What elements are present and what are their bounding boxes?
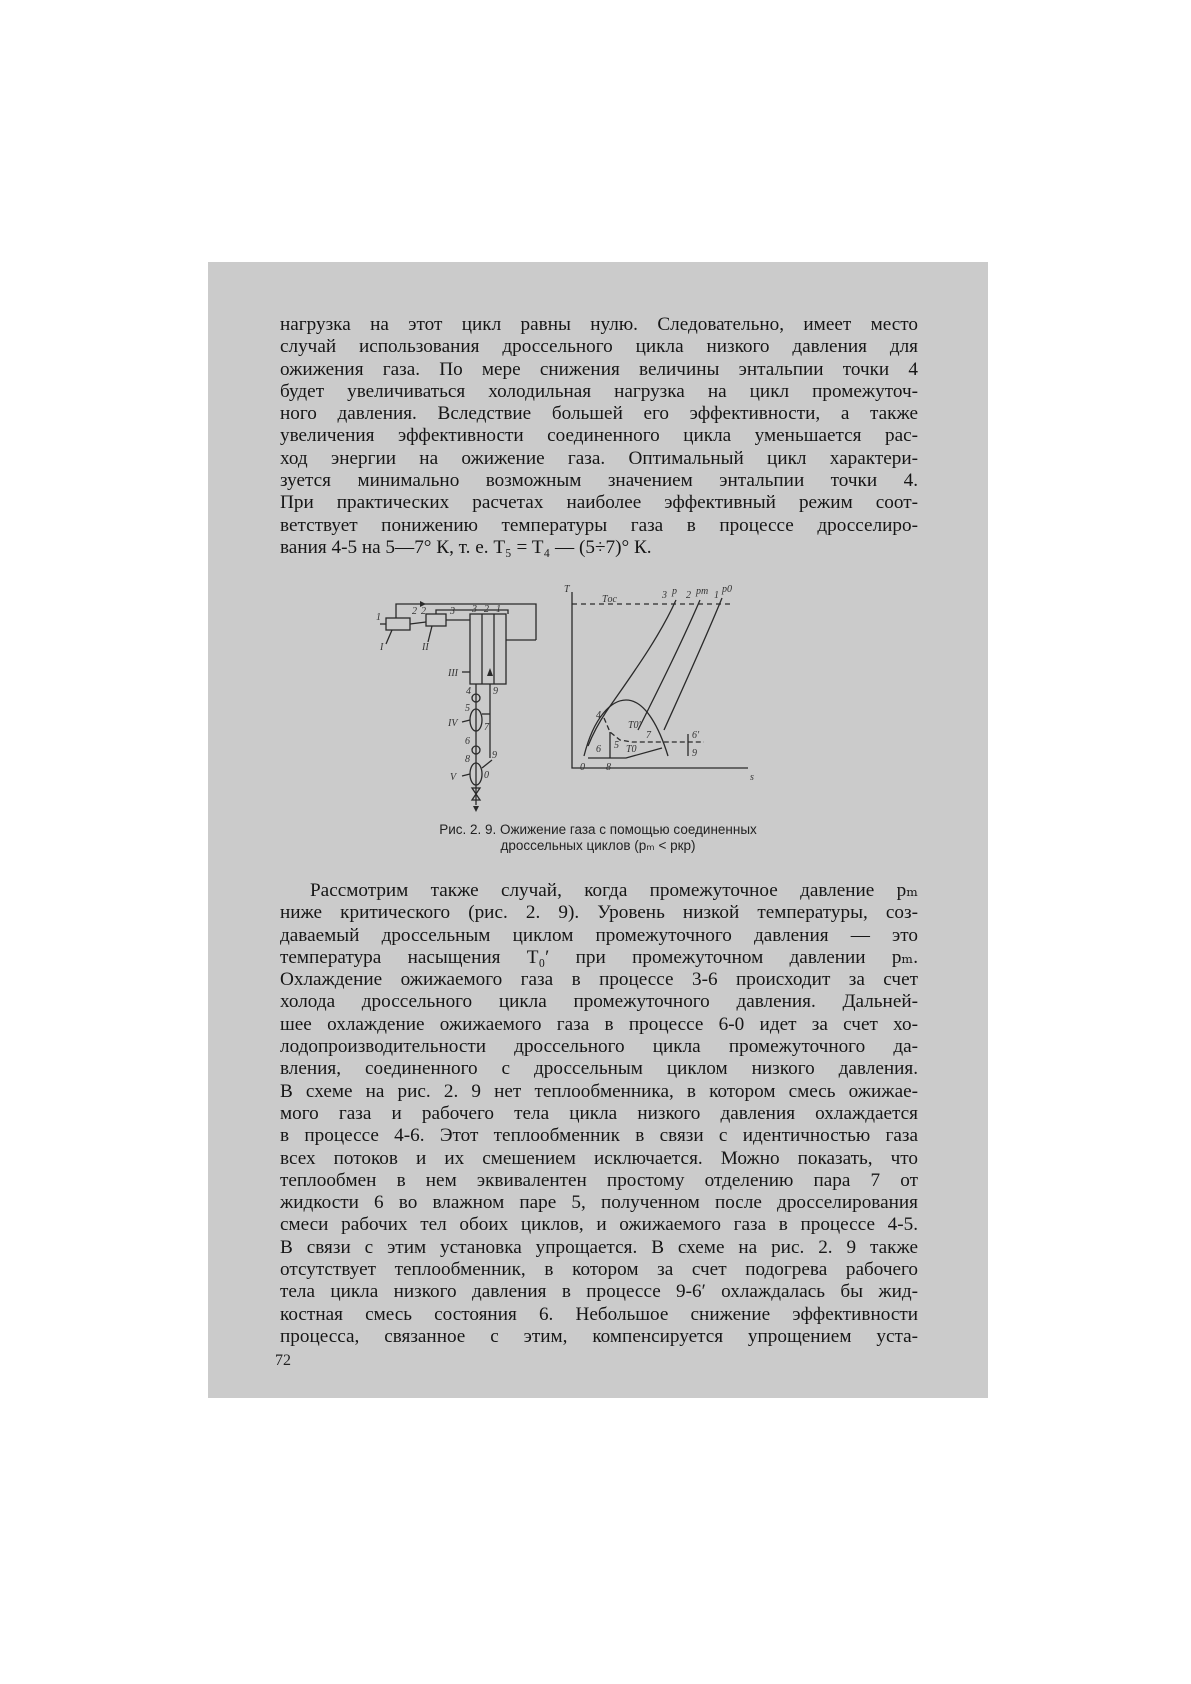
- diagram-label: p: [672, 586, 677, 597]
- scheme-label: 7: [484, 722, 489, 733]
- scheme-roman: I: [380, 642, 384, 653]
- paragraph-2: [280, 880, 918, 1348]
- diagram-label: T0': [628, 720, 641, 731]
- diagram-label: p0: [722, 584, 732, 595]
- scheme-label: 1: [376, 612, 381, 623]
- scanned-page: [208, 262, 988, 1398]
- text-line: жидкости 6 во влажном паре 5, полученном после дросселирования: [280, 1192, 918, 1214]
- scheme-label: 1: [496, 604, 501, 615]
- scheme-label: 5: [465, 703, 470, 714]
- diagram-label: 9: [692, 748, 697, 759]
- text-line: ного давления. Вследствие большей его эффективности, а также: [280, 403, 918, 425]
- scheme-label: 9: [492, 750, 497, 761]
- text-line: теплообмен в нем эквивалентен простому отделению пара 7 от: [280, 1169, 918, 1191]
- text-line: даваемый дроссельным циклом промежуточного давления — это: [280, 924, 918, 946]
- scheme-roman: II: [422, 642, 429, 653]
- scheme-roman: IV: [448, 718, 458, 729]
- text-line: В связи с этим установка упрощается. В схеме на рис. 2. 9 также: [280, 1236, 918, 1258]
- scheme-label: 3: [472, 604, 477, 615]
- flow-arrow: [487, 668, 493, 676]
- diagram-label: pm: [696, 586, 709, 597]
- page-number: 72: [275, 1352, 291, 1369]
- compressor-ii-body: [426, 614, 446, 626]
- diagram-label: 4: [596, 710, 601, 721]
- diagram-label: 6: [596, 744, 601, 755]
- text-line: нагрузка на этот цикл равны нулю. Следовательно, имеет место: [280, 314, 918, 335]
- text-line: вания 4-5 на 5—7° К, т. е. T₅ = T₄ — (5÷7)° К.: [280, 536, 652, 558]
- text-line: холода дроссельного цикла промежуточного давления. Дальней-: [280, 991, 918, 1013]
- outlet-arrow: [473, 806, 479, 812]
- diagram-axis-label: s: [750, 772, 754, 783]
- scheme-label: 6: [465, 736, 470, 747]
- diagram-label: Tос: [602, 594, 617, 605]
- scheme-label: 3: [450, 606, 455, 617]
- caption-line: дроссельных циклов (pₘ < pкр): [500, 838, 696, 853]
- text-line: в процессе 4-6. Этот теплообменник в связи с идентичностью газа: [280, 1125, 918, 1147]
- text-line: ниже критического (рис. 2. 9). Уровень низкой температуры, соз-: [280, 902, 918, 924]
- text-line: При практических расчетах наиболее эффективный режим соот-: [280, 492, 918, 514]
- scheme-label: 9: [493, 686, 498, 697]
- text-line: отсутствует теплообменник, в котором за счет подогрева рабочего: [280, 1259, 918, 1281]
- figure-2-9: [358, 580, 838, 812]
- return-line: [396, 604, 536, 618]
- scheme-label: 0: [484, 770, 489, 781]
- text-line: В схеме на рис. 2. 9 нет теплообменника, в котором смесь ожижае-: [280, 1080, 918, 1102]
- text-line: процесса, связанное с этим, компенсируется упрощением уста-: [280, 1325, 918, 1347]
- text-line: ветствует понижению температуры газа в процессе дросселиро-: [280, 514, 918, 536]
- diagram-label: T0: [626, 744, 637, 755]
- caption-line: Рис. 2. 9. Ожижение газа с помощью соединенных: [439, 822, 757, 837]
- figure-drawing: [358, 580, 838, 812]
- text-line: случай использования дроссельного цикла низкого давления для: [280, 336, 918, 358]
- text-line: мого газа и рабочего тела цикла низкого давления охлаждается: [280, 1102, 918, 1124]
- scheme-roman: III: [448, 668, 458, 679]
- text-line: ожижения газа. По мере снижения величины энтальпии точки 4: [280, 358, 918, 380]
- text-line: увеличения эффективности соединенного цикла уменьшается рас-: [280, 425, 918, 447]
- text-line: шее охлаждение ожижаемого газа в процессе 6-0 идет за счет хо-: [280, 1013, 918, 1035]
- scheme-label: 2: [421, 606, 426, 617]
- text-line: лодопроизводительности дроссельного цикла промежуточного да-: [280, 1036, 918, 1058]
- scheme-label: 2: [484, 604, 489, 615]
- diagram-axis-label: T: [564, 584, 570, 595]
- text-line: будет увеличиваться холодильная нагрузка на цикл промежуточ-: [280, 380, 918, 402]
- diagram-label: 1: [714, 590, 719, 601]
- text-line: смеси рабочих тел обоих циклов, и ожижаемого газа в процессе 4-5.: [280, 1214, 918, 1236]
- diagram-label: 7: [646, 730, 651, 741]
- text-line: Рассмотрим также случай, когда промежуточное давление pₘ: [310, 880, 918, 901]
- scheme-roman: V: [450, 772, 457, 783]
- compressor-i-body: [386, 618, 410, 630]
- scheme-label: 4: [466, 686, 471, 697]
- diagram-label: 5: [614, 740, 619, 751]
- figure-caption: [308, 822, 888, 854]
- paragraph-1: [280, 314, 918, 559]
- diagram-label: 3: [662, 590, 667, 601]
- text-line: Охлаждение ожижаемого газа в процессе 3-6 происходит за счет: [280, 969, 918, 991]
- scheme-label: 2: [412, 606, 417, 617]
- diagram-label: 8: [606, 762, 611, 773]
- text-line: ход энергии на ожижение газа. Оптимальный цикл характери-: [280, 447, 918, 469]
- isobar-p0: [664, 598, 722, 730]
- text-line: зуется минимально возможным значением энтальпии точки 4.: [280, 470, 918, 492]
- text-line: температура насыщения T₀′ при промежуточном давлении pₘ.: [280, 946, 918, 968]
- diagram-label: 2: [686, 590, 691, 601]
- text-line: тела цикла низкого давления в процессе 9-6′ охлаждалась бы жид-: [280, 1281, 918, 1303]
- diagram-label: 6': [692, 730, 700, 741]
- scheme-label: 8: [465, 754, 470, 765]
- diagram-label: 0: [580, 762, 585, 773]
- isobar-pm: [638, 600, 700, 730]
- text-line: вления, соединенного с дроссельным циклом низкого давления.: [280, 1058, 918, 1080]
- text-line: всех потоков и их смешением исключается. Можно показать, что: [280, 1147, 918, 1169]
- text-line: костная смесь состояния 6. Небольшое снижение эффективности: [280, 1303, 918, 1325]
